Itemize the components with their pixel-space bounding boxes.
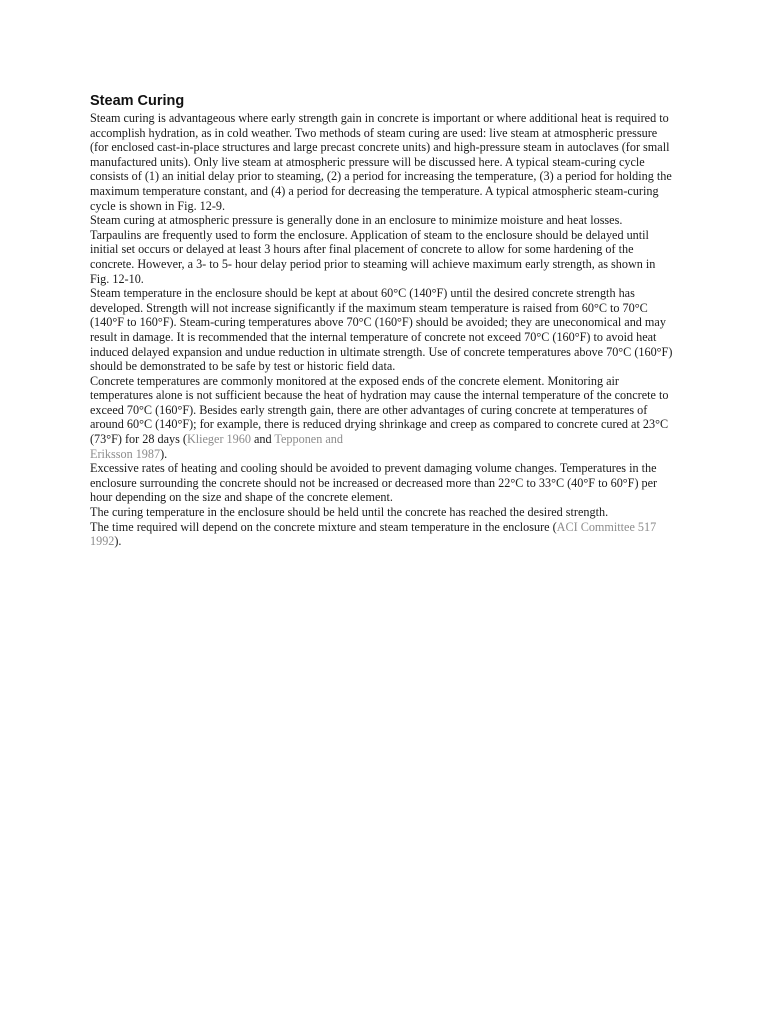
reference-link-tepponen[interactable]: Tepponen and xyxy=(274,432,343,447)
paragraph-enclosure: Steam curing at atmospheric pressure is generally done in an enclosure to minimize moisture and heat losses. Tarpaulins are frequently used to form the enclosure. Application of steam to the enclosure should be delayed until initial set occurs or delayed at least 3 hours after final placement of concrete to allow for some hardening of the concrete. However, a 3- to 5- hour delay period prior to steaming will achieve maximum early strength, as shown in Fig. 12-10. xyxy=(90,213,656,286)
document-page xyxy=(90,92,676,549)
paragraph-intro: Steam curing is advantageous where early strength gain in concrete is important or where additional heat is required to accomplish hydration, as in cold weather. Two methods of steam curing are used: live steam at atmospheric pressure (for enclosed cast-in-place structures and large precast concrete units) and high-pressure steam in autoclaves (for small manufactured units). Only live steam at atmospheric pressure will be discussed here. A typical steam-curing cycle consists of (1) an initial delay prior to steaming, (2) a period for increasing the temperature, (3) a period for holding the maximum temperature constant, and (4) a period for decreasing the temperature. A typical atmospheric steam-curing cycle is shown in Fig. 12-9. xyxy=(90,111,672,213)
time-required-text: The time required will depend on the concrete mixture and steam temperature in the enclosure ( xyxy=(90,519,557,534)
reference-link-eriksson[interactable]: Eriksson 1987 xyxy=(90,446,161,461)
monitoring-text-end: ). xyxy=(160,446,168,461)
time-required-text-end: ). xyxy=(114,534,122,549)
paragraph-time-required xyxy=(90,520,676,549)
reference-link-aci[interactable]: ACI Committee 517 1992 xyxy=(90,519,657,549)
monitoring-text: Concrete temperatures are commonly monitored at the exposed ends of the concrete element. Monitoring air temperatures alone is not sufficient because the heat of hydration may cause the internal temperature of the concrete to exceed 70°C (160°F). Besides early strength gain, there are other advantages of curing concrete at temperatures of around 60°C (140°F); for example, there is reduced drying shrinkage and creep as compared to concrete cured at 23°C (73°F) for 28 days ( xyxy=(90,373,669,447)
paragraph-holding: The curing temperature in the enclosure should be held until the concrete has reached the desired strength. xyxy=(90,505,609,520)
reference-link-klieger[interactable]: Klieger 1960 xyxy=(186,432,251,447)
monitoring-text-and: and xyxy=(250,432,275,447)
paragraph-heating-rates: Excessive rates of heating and cooling should be avoided to prevent damaging volume changes. Temperatures in the enclosure surrounding the concrete should not be increased or decreased more than 22°C to 33°C (40°F to 60°F) per hour depending on the size and shape of the concrete element. xyxy=(90,461,658,505)
paragraph-temperature: Steam temperature in the enclosure should be kept at about 60°C (140°F) until the desired concrete strength has developed. Strength will not increase significantly if the maximum steam temperature is raised from 60°C to 70°C (140°F to 160°F). Steam-curing temperatures above 70°C (160°F) should be avoided; they are uneconomical and may result in damage. It is recommended that the internal temperature of concrete not exceed 70°C (160°F) to avoid heat induced delayed expansion and undue reduction in ultimate strength. Use of concrete temperatures above 70°C (160°F) should be demonstrated to be safe by test or historic field data. xyxy=(90,286,673,374)
paragraph-monitoring xyxy=(90,374,676,462)
section-title: Steam Curing xyxy=(90,93,185,109)
